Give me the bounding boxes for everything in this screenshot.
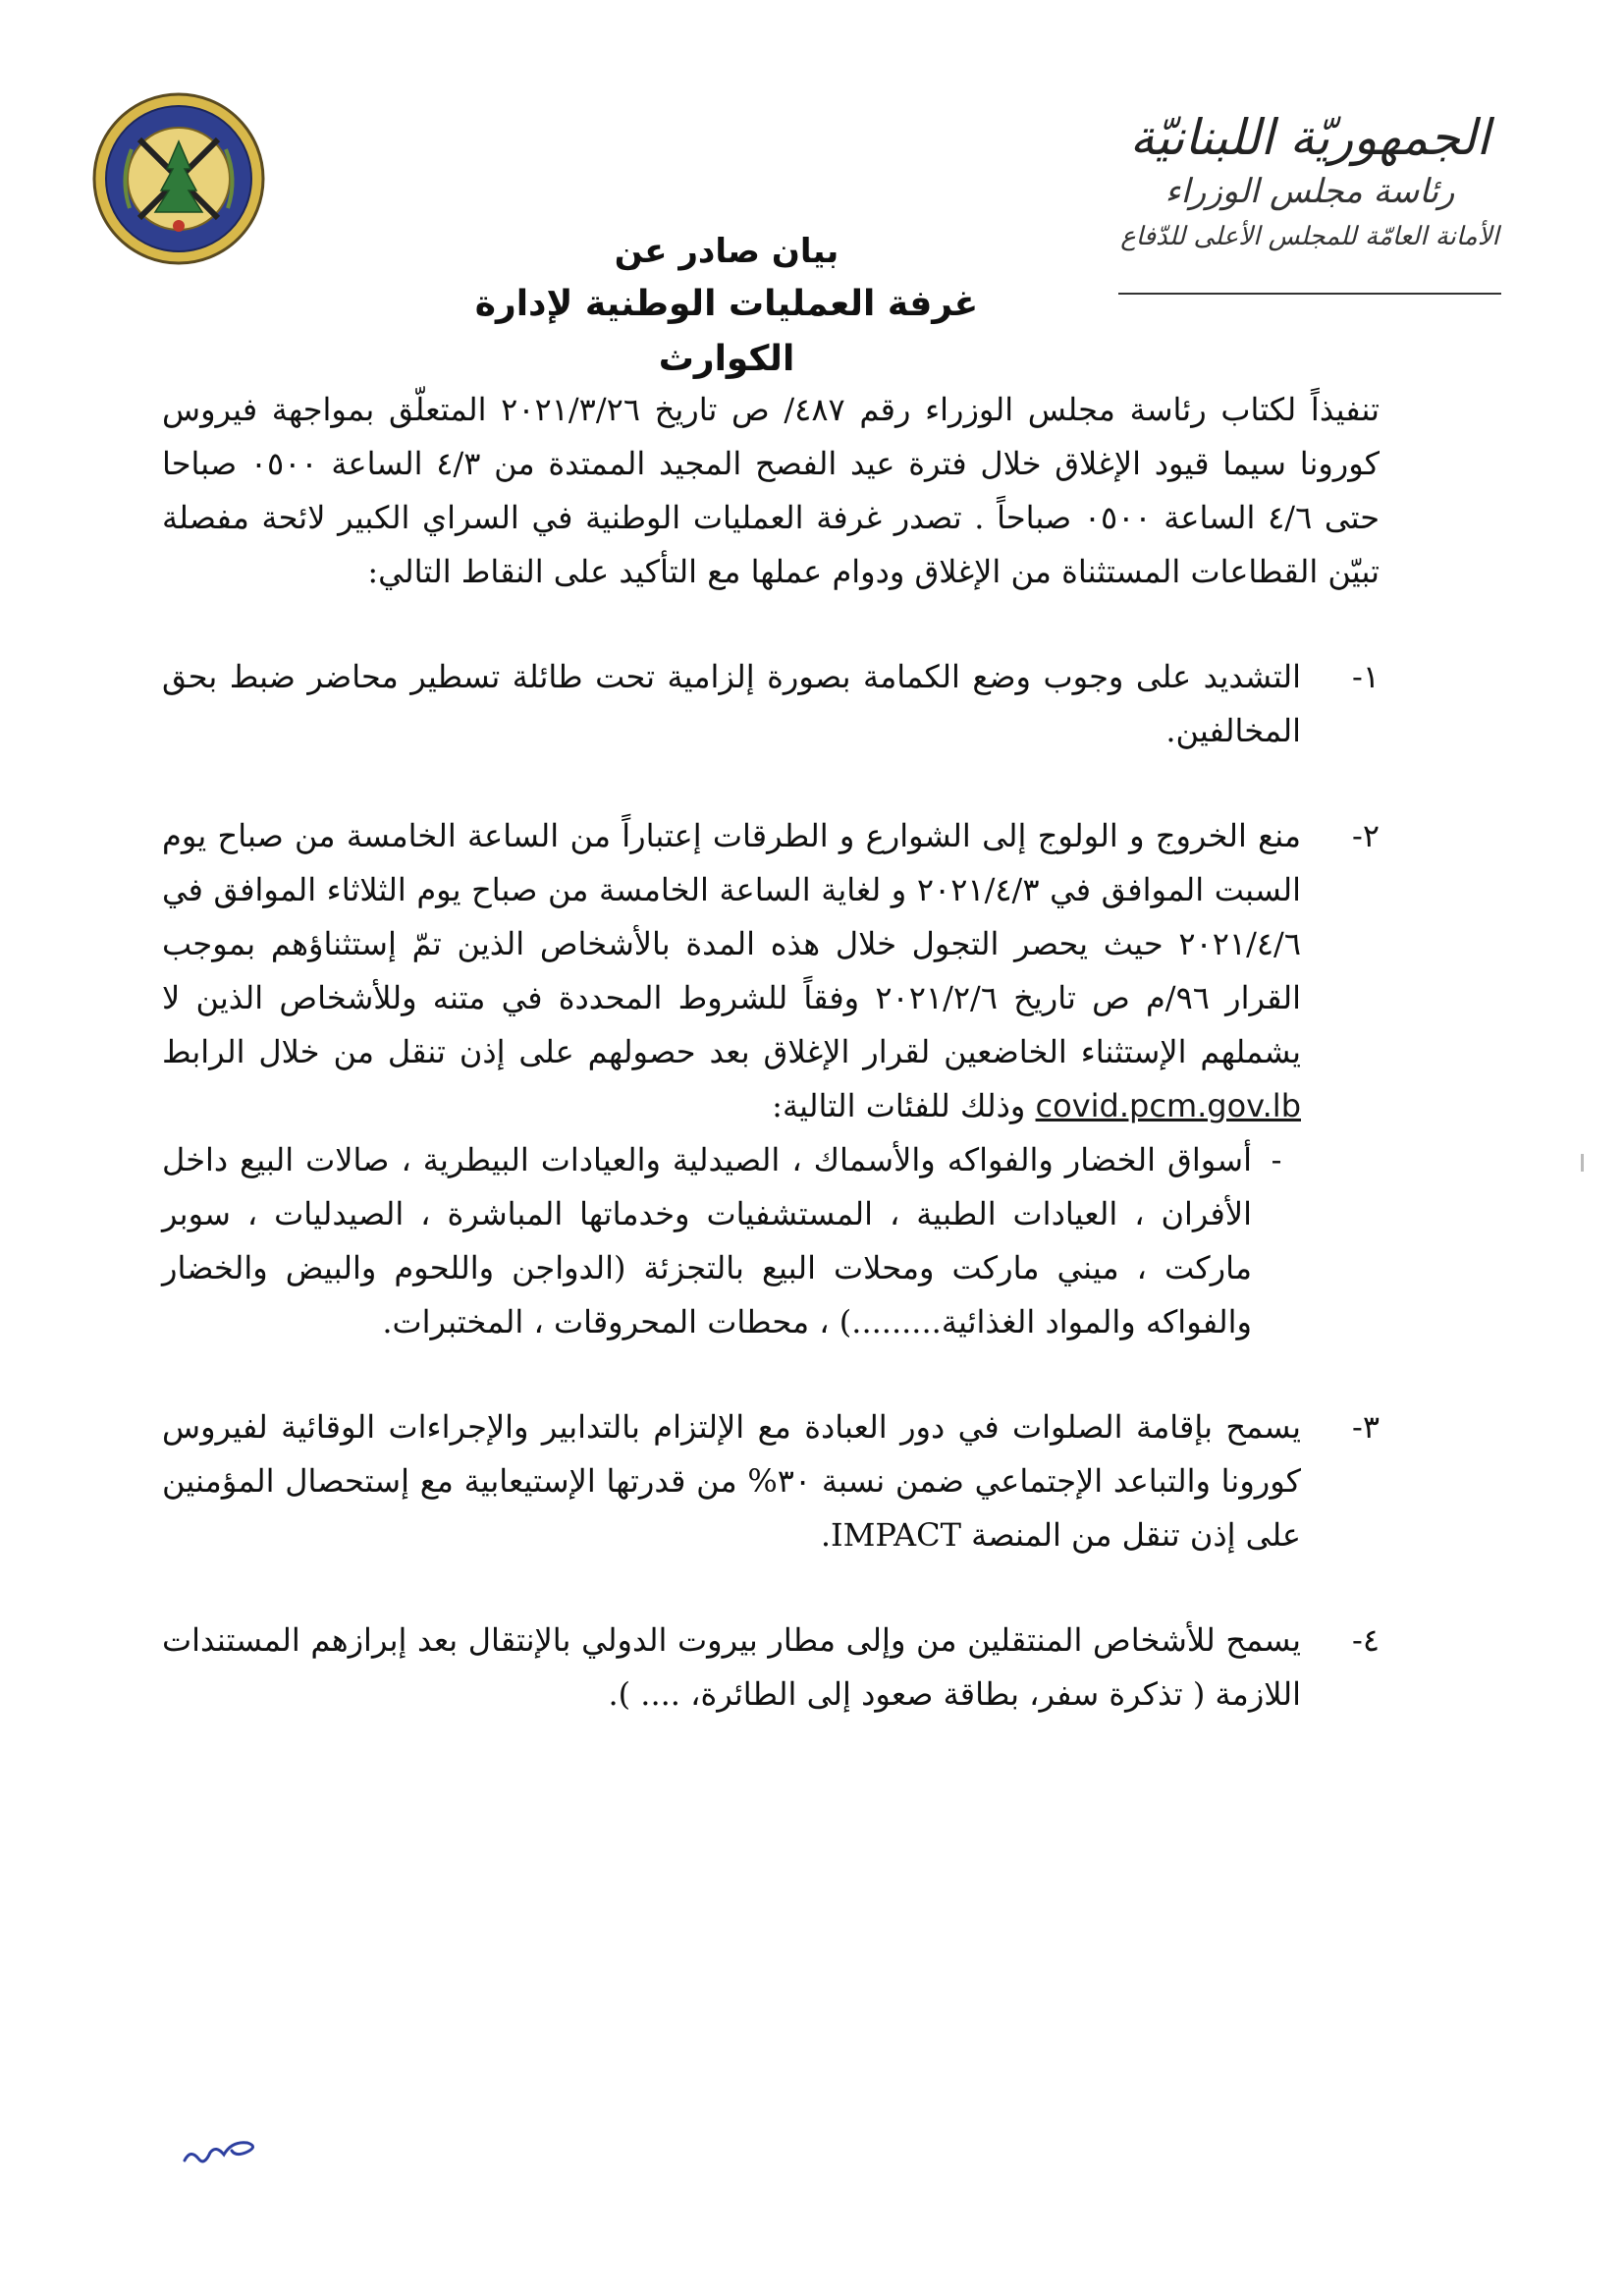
letterhead [1104, 108, 1516, 295]
item-text: منع الخروج و الولوج إلى الشوارع و الطرقات إعتباراً من الساعة الخامسة من صباح يوم السبت الموافق في ٢٠٢١/٤/٣ و لغاية الساعة الخامسة من صباح يوم الثلاثاء الموافق في ٢٠٢١/٤/٦ حيث يحصر التجول خلال هذه المدة بالأشخاص الذين تمّ إستثناؤهم بموجب القرار ٩٦/م ص تاريخ ٢٠٢١/٢/٦ وفقاً للشروط المحددة في متنه وللأشخاص الذين لا يشملهم الإستثناء الخاضعين لقرار الإغلاق بعد حصولهم على إذن تنقل من خلال الرابط [162, 817, 1302, 1070]
intro-paragraph: تنفيذاً لكتاب رئاسة مجلس الوزراء رقم ٤٨٧/ ص تاريخ ٢٠٢١/٣/٢٦ المتعلّق بمواجهة فيروس كورونا سيما قيود الإغلاق خلال فترة عيد الفصح المجيد الممتدة من ٤/٣ الساعة ٠٥٠٠ صباحا حتى ٤/٦ الساعة ٠٥٠٠ صباحاً . تصدر غرفة العمليات الوطنية في السراي الكبير لائحة مفصلة تبيّن القطاعات المستثناة من الإغلاق ودوام عملها مع التأكيد على النقاط التالي: [162, 391, 1380, 590]
item-text: التشديد على وجوب وضع الكمامة بصورة إلزامية تحت طائلة تسطير محاضر ضبط بحق المخالفين. [162, 658, 1301, 749]
list-item-4 [162, 1613, 1380, 1722]
item-number: ٣- [1352, 1408, 1380, 1446]
letterhead-country: الجمهوريّة اللبنانيّة [1129, 109, 1490, 166]
signature-icon [177, 2121, 265, 2180]
item-number: ١- [1352, 658, 1380, 695]
letterhead-presidency: رئاسة مجلس الوزراء [1164, 172, 1455, 211]
item-number: ٢- [1352, 817, 1380, 854]
statement-header [412, 226, 1041, 387]
list-item-1 [162, 650, 1380, 758]
item-text: يسمح للأشخاص المنتقلين من وإلى مطار بيروت الدولي بالإنتقال بعد إبرازهم المستندات اللازمة ( تذكرة سفر، بطاقة صعود إلى الطائرة، .... ). [162, 1621, 1301, 1713]
item-text-continued: وذلك للفئات التالية: [772, 1087, 1026, 1124]
permit-link[interactable]: covid.pcm.gov.lb [1035, 1087, 1301, 1124]
item-number: ٤- [1352, 1621, 1380, 1659]
letterhead-divider [1118, 293, 1501, 295]
header-line-1: بيان صادر عن [614, 232, 839, 271]
statement-body [162, 383, 1380, 1722]
letterhead-secretariat: الأمانة العامّة للمجلس الأعلى للدّفاع [1120, 222, 1499, 251]
item-text: يسمح بإقامة الصلوات في دور العبادة مع الإلتزام بالتدابير والإجراءات الوقائية لفيروس كورونا والتباعد الإجتماعي ضمن نسبة ٣٠% من قدرتها الإستيعابية مع إستحصال المؤمنين على إذن تنقل من المنصة IMPACT. [162, 1408, 1301, 1554]
scan-mark [1581, 1154, 1584, 1172]
header-line-2: غرفة العمليات الوطنية لإدارة الكوارث [474, 284, 979, 379]
item-text-block [162, 809, 1301, 1349]
army-emblem-icon [90, 90, 267, 267]
list-item-3 [162, 1400, 1380, 1562]
sub-item-dash: - [1271, 1141, 1282, 1178]
list-item-2 [162, 809, 1380, 1349]
sub-item-text: أسواق الخضار والفواكه والأسماك ، الصيدلية والعيادات البيطرية ، صالات البيع داخل الأفران ، العيادات الطبية ، المستشفيات وخدماتها المباشرة ، الصيدليات ، سوبر ماركت ، ميني ماركت ومحلات البيع بالتجزئة (الدواجن واللحوم والبيض والخضار والفواكه والمواد الغذائية.........) ، محطات المحروقات ، المختبرات. [162, 1141, 1253, 1340]
sub-list-item [162, 1133, 1301, 1349]
